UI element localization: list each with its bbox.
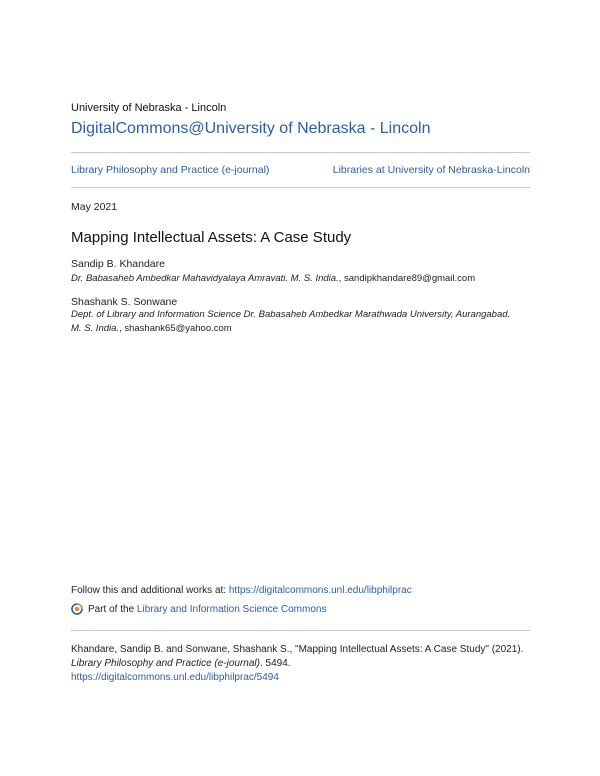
author-name: Sandip B. Khandare — [71, 258, 165, 270]
publication-date: May 2021 — [71, 201, 118, 213]
affiliation-text: Dr. Babasaheb Ambedkar Mahavidyalaya Amravati. M. S. India. — [71, 273, 339, 284]
citation-line: Khandare, Sandip B. and Sonwane, Shashank S., "Mapping Intellectual Assets: A Case Study" (2021). — [71, 644, 524, 655]
commons-link[interactable]: Library and Information Science Commons — [136, 603, 327, 615]
citation-url-link[interactable]: https://digitalcommons.unl.edu/libphilprac/5494 — [71, 672, 279, 683]
author-email: sandipkhandare89@gmail.com — [344, 273, 476, 284]
citation-journal-line — [71, 657, 531, 671]
author-affiliation: Dr. Babasaheb Ambedkar Mahavidyalaya Amravati. M. S. India., sandipkhandare89@gmail.com — [71, 273, 476, 284]
follow-url-link[interactable]: https://digitalcommons.unl.edu/libphilprac — [228, 585, 412, 596]
citation — [71, 643, 531, 685]
divider — [71, 152, 530, 153]
part-of-line — [71, 603, 326, 615]
author-affiliation: Dept. of Library and Information Science Dr. Babasaheb Ambedkar Marathwada University, Aurangabad. — [71, 309, 511, 320]
follow-line — [71, 585, 412, 596]
repository-link[interactable]: DigitalCommons@University of Nebraska - Lincoln — [71, 120, 431, 137]
paper-title: Mapping Intellectual Assets: A Case Study — [71, 229, 352, 246]
university-name: University of Nebraska - Lincoln — [71, 102, 227, 114]
author-email: shashank65@yahoo.com — [124, 323, 232, 334]
follow-text: Follow this and additional works at: — [71, 585, 227, 596]
libraries-collection-link[interactable]: Libraries at University of Nebraska-Lincoln — [332, 164, 530, 176]
creative-commons-icon — [71, 603, 83, 615]
affiliation-text: M. S. India. — [71, 323, 120, 334]
collection-links — [71, 164, 530, 176]
author-affiliation: M. S. India., shashank65@yahoo.com — [71, 323, 232, 334]
journal-collection-link[interactable]: Library Philosophy and Practice (e-journal) — [71, 164, 270, 176]
divider — [71, 630, 530, 631]
divider — [71, 187, 530, 188]
citation-number: . 5494. — [259, 658, 291, 669]
author-name: Shashank S. Sonwane — [71, 296, 178, 308]
part-of-prefix: Part of the — [88, 603, 135, 615]
citation-journal: Library Philosophy and Practice (e-journal) — [71, 658, 260, 669]
